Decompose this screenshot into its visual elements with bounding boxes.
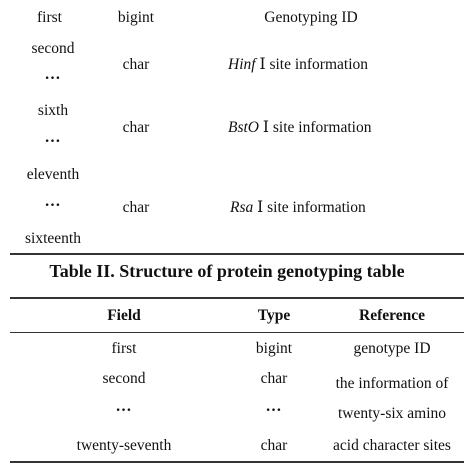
table2-caption: Table II. Structure of protein genotyping table (49, 261, 405, 281)
table2-cell-reference: twenty-six amino (337, 405, 447, 422)
table2-cell-reference: acid character sites (333, 437, 451, 454)
table2-cell-reference: the information of (335, 375, 449, 392)
table1-ellipsis-1: … (44, 66, 62, 83)
table2-cell-type: char (260, 437, 288, 454)
table1-bottom-rule (10, 253, 464, 255)
table1-ref-group3 (230, 199, 366, 217)
table1-field-eleventh: eleventh (26, 166, 80, 183)
table2-cell-field-ellipsis: … (115, 398, 133, 415)
enzyme-name: Hinf (228, 56, 256, 73)
table2-header-rule (10, 332, 464, 333)
table1-ellipsis-3: … (44, 193, 62, 210)
table2-cell-type-ellipsis: … (265, 398, 283, 415)
table2-header-reference: Reference (359, 307, 425, 324)
table1-ref-group2 (228, 119, 371, 137)
table2-header-field: Field (107, 307, 141, 324)
table2-cell-field: twenty-seventh (76, 437, 172, 454)
enzyme-name: Rsa (230, 199, 254, 216)
table1-type-group2: char (122, 119, 150, 136)
roman-numeral: Ⅰ (257, 199, 264, 216)
ref-text: site information (269, 119, 372, 136)
table2-cell-field: first (111, 340, 137, 357)
table2-cell-reference: genotype ID (353, 340, 431, 357)
table1-ref-group1 (228, 56, 368, 74)
table2-header-type: Type (257, 307, 291, 324)
table1-field-second: second (31, 40, 75, 57)
table1-type-group1: char (122, 56, 150, 73)
table1-ellipsis-2: … (44, 129, 62, 146)
table2-cell-field: second (102, 370, 146, 387)
table1-field-sixteenth: sixteenth (25, 230, 81, 247)
ref-text: site information (263, 199, 366, 216)
table1-ref-first: Genotyping ID (264, 9, 358, 26)
roman-numeral: Ⅰ (259, 56, 266, 73)
table1-field-first: first (37, 9, 62, 26)
table2-top-rule (10, 297, 464, 299)
table1-type-group3: char (122, 199, 150, 216)
table2-cell-type: char (260, 370, 288, 387)
table1-field-sixth: sixth (37, 102, 69, 119)
roman-numeral: Ⅰ (262, 119, 269, 136)
ref-text: site information (265, 56, 369, 73)
table2-cell-type: bigint (255, 340, 293, 357)
table1-type-first: bigint (117, 9, 155, 26)
enzyme-name: BstO (228, 119, 259, 136)
table2-bottom-rule (10, 461, 464, 463)
